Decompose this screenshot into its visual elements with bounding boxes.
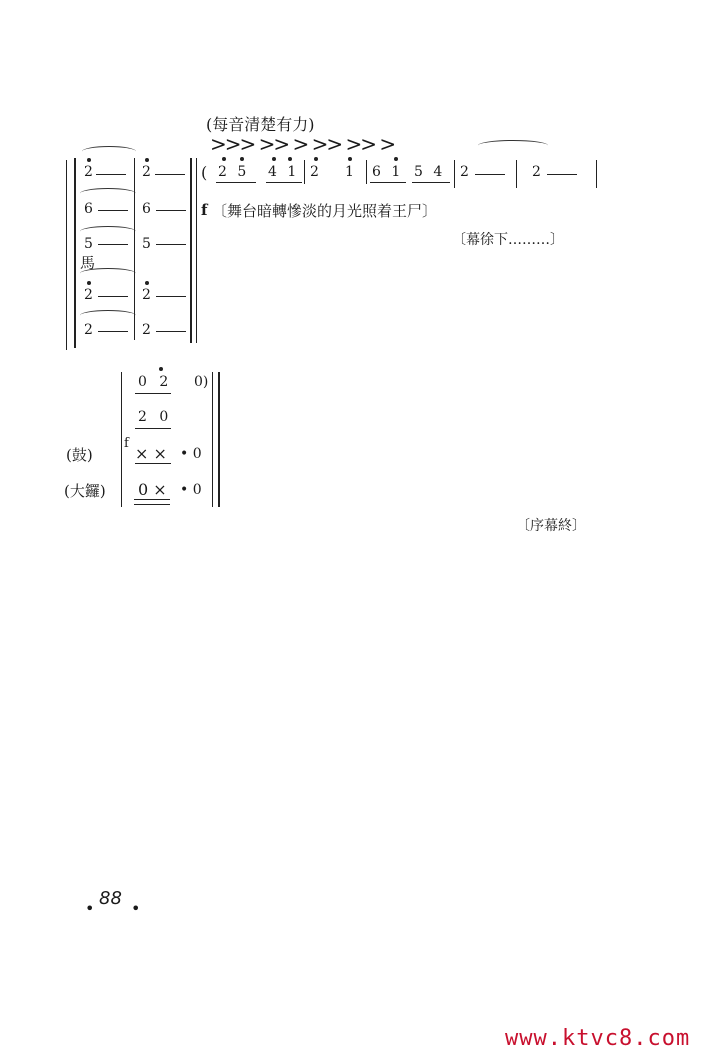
group-6: 5 4: [414, 164, 446, 180]
page-number-right-dot: •: [131, 899, 141, 918]
crescendo-arc: [478, 140, 548, 151]
page-number-left-dot: •: [85, 899, 95, 918]
group-7: 2: [460, 164, 469, 180]
perc-dynamic: f: [124, 436, 129, 451]
gong-rest: • 0: [180, 482, 202, 498]
drum-label: (鼓): [66, 446, 93, 464]
perc-row1-end: 0): [194, 374, 209, 390]
perc-row2: 2 0: [138, 409, 173, 425]
group-8: 2: [532, 164, 541, 180]
row-4-note-a: 2: [84, 287, 93, 303]
open-paren: (: [201, 163, 208, 182]
drum-rest: • 0: [180, 446, 202, 462]
perc-row1: 0 2: [138, 374, 173, 390]
dynamic-mark: f: [201, 201, 208, 219]
row-1-note-a: 2: [84, 164, 93, 180]
drum-notes: × ×: [135, 444, 167, 463]
gong-notes: 0 ×: [138, 480, 167, 499]
page-number: 88: [99, 888, 122, 909]
group-2: 4 1: [268, 164, 300, 180]
gong-label: (大鑼): [64, 482, 106, 500]
row-3-note-a: 5: [84, 236, 93, 252]
group-1: 2 5: [218, 164, 250, 180]
tempo-marking: (每音清楚有力): [206, 115, 315, 134]
end-text: 〔序幕終〕: [516, 518, 586, 534]
row-2-note-b: 6: [142, 201, 151, 217]
row-1-note-b: 2: [142, 164, 151, 180]
watermark: www.ktvc8.com: [505, 1026, 691, 1051]
row-3-label: 馬: [80, 254, 96, 272]
row-4-note-b: 2: [142, 287, 151, 303]
stage-direction: 〔舞台暗轉慘淡的月光照着王尸〕: [212, 202, 438, 220]
group-5: 6 1: [372, 164, 404, 180]
group-3: 2: [310, 164, 319, 180]
row-2-note-a: 6: [84, 201, 93, 217]
curtain-direction: 〔幕徐下………〕: [452, 232, 564, 248]
accent-marks: >>> >> > >> >> >: [210, 132, 395, 156]
group-4: 1: [345, 164, 354, 180]
row-5-note-a: 2: [84, 322, 93, 338]
row-3-note-b: 5: [142, 236, 151, 252]
row-5-note-b: 2: [142, 322, 151, 338]
